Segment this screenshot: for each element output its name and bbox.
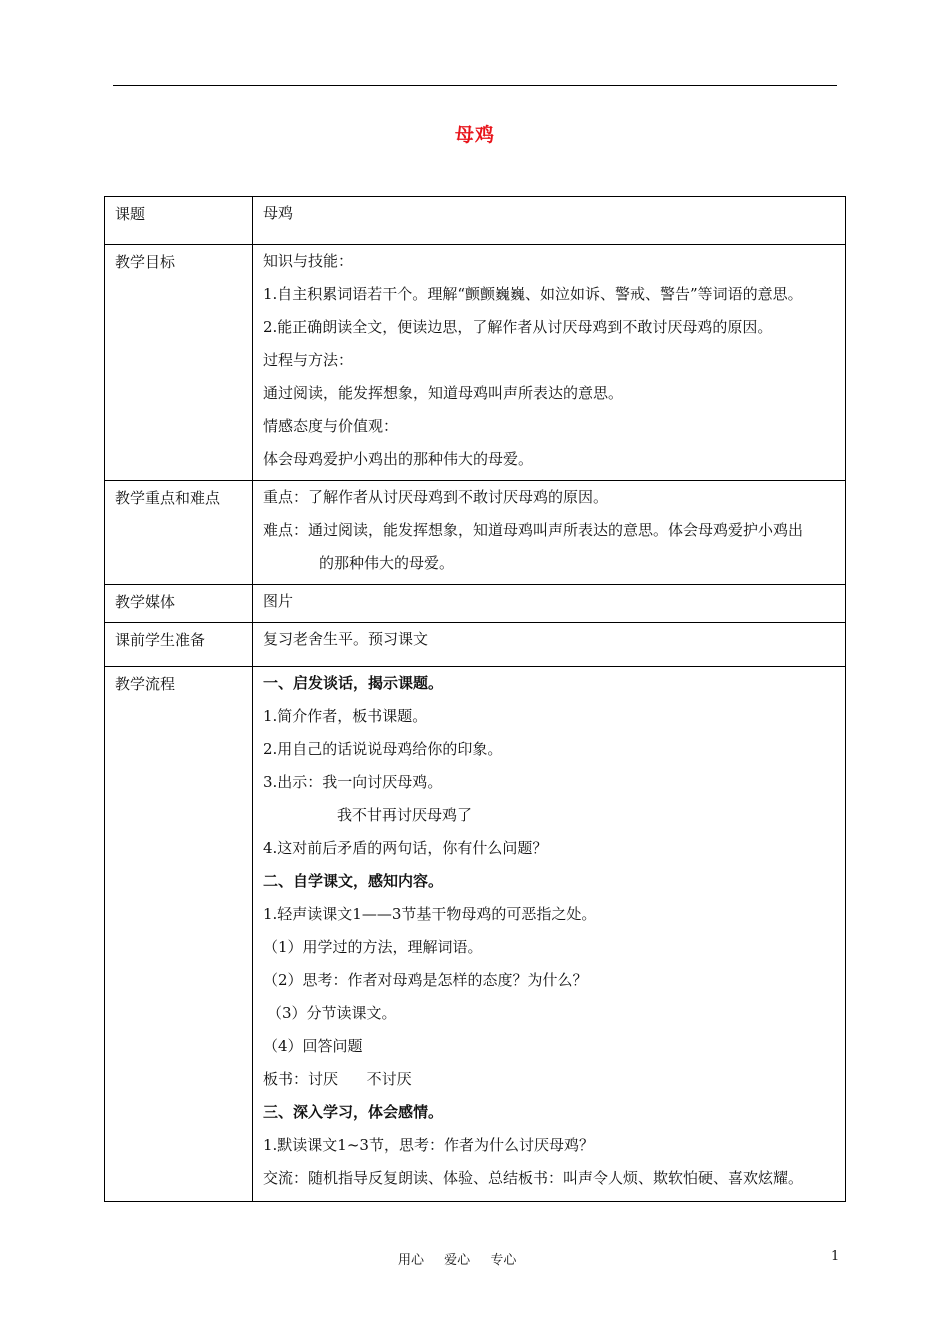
row-label: 课前学生准备: [105, 623, 253, 667]
row-content: 图片: [253, 585, 846, 623]
footer-item: 爱心: [444, 1253, 471, 1268]
table-row: [105, 585, 846, 623]
page-footer: [398, 1249, 532, 1268]
row-label: 教学流程: [105, 667, 253, 1202]
page-title: 母鸡: [454, 124, 495, 146]
row-content: 母鸡: [253, 197, 846, 245]
row-content: 复习老舍生平。预习课文: [253, 623, 846, 667]
row-label: 教学重点和难点: [105, 481, 253, 585]
footer-item: 用心: [398, 1253, 425, 1268]
row-label: 课题: [105, 197, 253, 245]
table-row: [105, 197, 846, 245]
row-content: 一、启发谈话，揭示课题。 1.简介作者，板书课题。 2.用自己的话说说母鸡给你的印象。 3.出示：我一向讨厌母鸡。 我不甘再讨厌母鸡了 4.这对前后矛盾的两句话，你有什么问题？ 二、自学课文，感知内容。 1.轻声读课文1——3节基干物母鸡的可恶指之处。 （1）用学过的方法，理解词语。 （2）思考：作者对母鸡是怎样的态度？为什么？ （3）分节读课文。 （4）回答问题 板书：讨厌 不讨厌 三、深入学习，体会感情。 1.默读课文1~3节，思考：作者为什么讨厌母鸡？ 交流：随机指导反复朗读、体验、总结板书：叫声令人烦、欺软怕硬、喜欢炫耀。: [253, 667, 846, 1202]
header-rule: [113, 85, 837, 86]
row-label: 教学媒体: [105, 585, 253, 623]
lesson-plan-table: [104, 196, 846, 1202]
page-number: 1: [831, 1249, 840, 1264]
table-row: [105, 245, 846, 481]
table-row: [105, 667, 846, 1202]
row-content: 知识与技能： 1.自主积累词语若干个。理解“颤颤巍巍、如泣如诉、警戒、警告”等词语的意思。 2.能正确朗读全文，便读边思，了解作者从讨厌母鸡到不敢讨厌母鸡的原因。 过程与方法： 通过阅读，能发挥想象，知道母鸡叫声所表达的意思。 情感态度与价值观： 体会母鸡爱护小鸡出的那种伟大的母爱。: [253, 245, 846, 481]
table-row: [105, 481, 846, 585]
row-label: 教学目标: [105, 245, 253, 481]
table-row: [105, 623, 846, 667]
row-content: 重点：了解作者从讨厌母鸡到不敢讨厌母鸡的原因。 难点：通过阅读，能发挥想象，知道母鸡叫声所表达的意思。体会母鸡爱护小鸡出 的那种伟大的母爱。: [253, 481, 846, 585]
footer-item: 专心: [490, 1253, 517, 1268]
